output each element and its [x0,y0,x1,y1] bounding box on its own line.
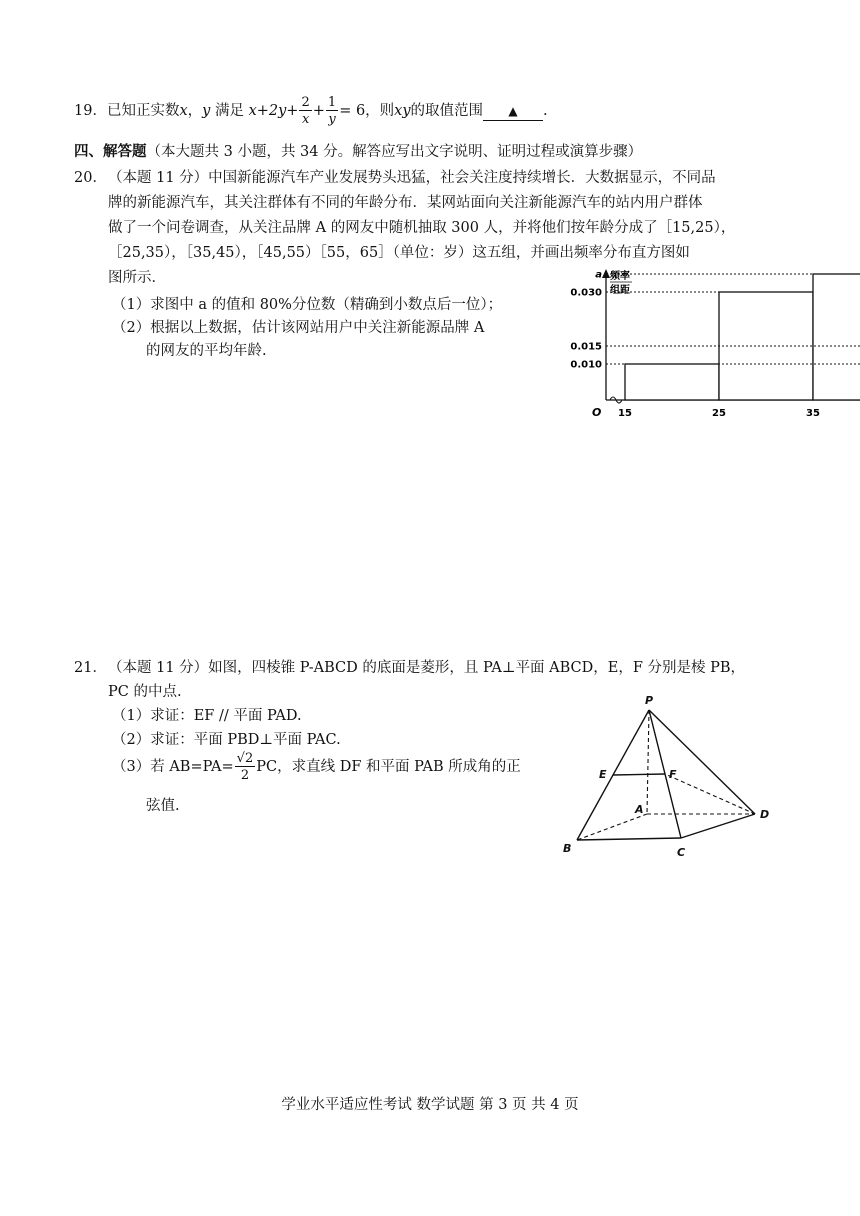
y-tick-label: a [595,269,602,281]
y-axis-title-top: 频率 [610,271,630,282]
label-E: E [599,768,607,781]
frequency-histogram [558,262,820,432]
q20-part-1: （1）求图中 a 的值和 80%分位数（精确到小数点后一位）； [112,297,503,313]
y-tick-label: 0.030 [570,287,602,299]
q20-part-2: （2）根据以上数据，估计该网站用户中关注新能源品牌 A [112,320,485,336]
histogram-bar [625,364,719,400]
label-P: P [645,694,654,707]
q21-line-2: PC 的中点. [108,684,182,700]
fraction-sqrt2-over-2: $\frac{√2}{2}$ [236,751,254,783]
y-axis-title-bottom: 组距 [610,285,630,296]
q21-part-3: （3）若 AB=PA= $\frac{√2}{2}$ PC，求直线 DF 和平面 PAB 所成角的正 [112,751,521,783]
q21-line-1: （本题 11 分）如图，四棱锥 P-ABCD 的底面是菱形，且 PA⊥平面 ABCD，E，F 分别是棱 PB， [108,660,746,676]
q20-line-3: 做了一个问卷调查，从关注品牌 A 的网友中随机抽取 300 人，并将他们按年龄分成了［15,25）， [108,220,736,236]
section-4-header: 四、解答题（本大题共 3 小题，共 34 分。解答应写出文字说明、证明过程或演算步骤） [74,143,643,160]
y-tick-label: 0.010 [570,359,602,371]
q20-part-2-cont: 的网友的平均年龄. [146,343,267,359]
question-19: 19．已知正实数x，y 满足 x+2y+ $\frac{2}{x}$ + $\frac{1}{y}$ = 6，则xy的取值范围 ▲ . [74,95,548,127]
x-tick-label: 25 [712,408,726,419]
q21-part-3-cont: 弦值. [146,798,180,814]
question-20-number: 20． [74,170,107,186]
triangle-marker: ▲ [508,104,518,118]
origin-label: O [592,406,602,419]
answer-blank [483,104,543,121]
segment-EF [613,774,665,775]
label-D: D [760,808,770,821]
label-A: A [635,803,644,816]
edge-CD [681,814,755,838]
page-footer: 学业水平适应性考试 数学试题 第 3 页 共 4 页 [281,1097,579,1113]
segment-DF [665,774,755,814]
q20-line-4: ［25,35），［35,45），［45,55）［55，65］（单位：岁）这五组，并画出频率分布直方图如 [108,245,690,261]
q20-line-5: 图所示． [108,270,166,286]
edge-BC [577,838,681,840]
label-F: F [669,768,677,781]
edge-AB [577,814,647,840]
fraction-1-over-y: $\frac{1}{y}$ [327,95,337,127]
q20-line-1: （本题 11 分）中国新能源汽车产业发展势头迅猛，社会关注度持续增长．大数据显示，不同品 [108,170,716,186]
edge-PD [649,710,755,814]
pyramid-figure [555,690,785,865]
question-21-number: 21． [74,660,107,676]
edge-PA [647,710,649,814]
y-tick-label: 0.015 [570,341,602,353]
label-C: C [677,846,686,859]
q21-part-1: （1）求证：EF // 平面 PAD. [112,708,302,724]
histogram-plot [570,269,860,420]
histogram-bar [813,274,860,400]
q21-part-2: （2）求证：平面 PBD⊥平面 PAC. [112,732,341,748]
fraction-2-over-x: $\frac{2}{x}$ [301,95,310,127]
x-tick-label: 35 [806,408,820,419]
label-B: B [563,842,572,855]
x-tick-label: 15 [618,408,632,419]
q20-line-2: 牌的新能源汽车，其关注群体有不同的年龄分布．某网站面向关注新能源汽车的站内用户群体 [108,195,703,211]
